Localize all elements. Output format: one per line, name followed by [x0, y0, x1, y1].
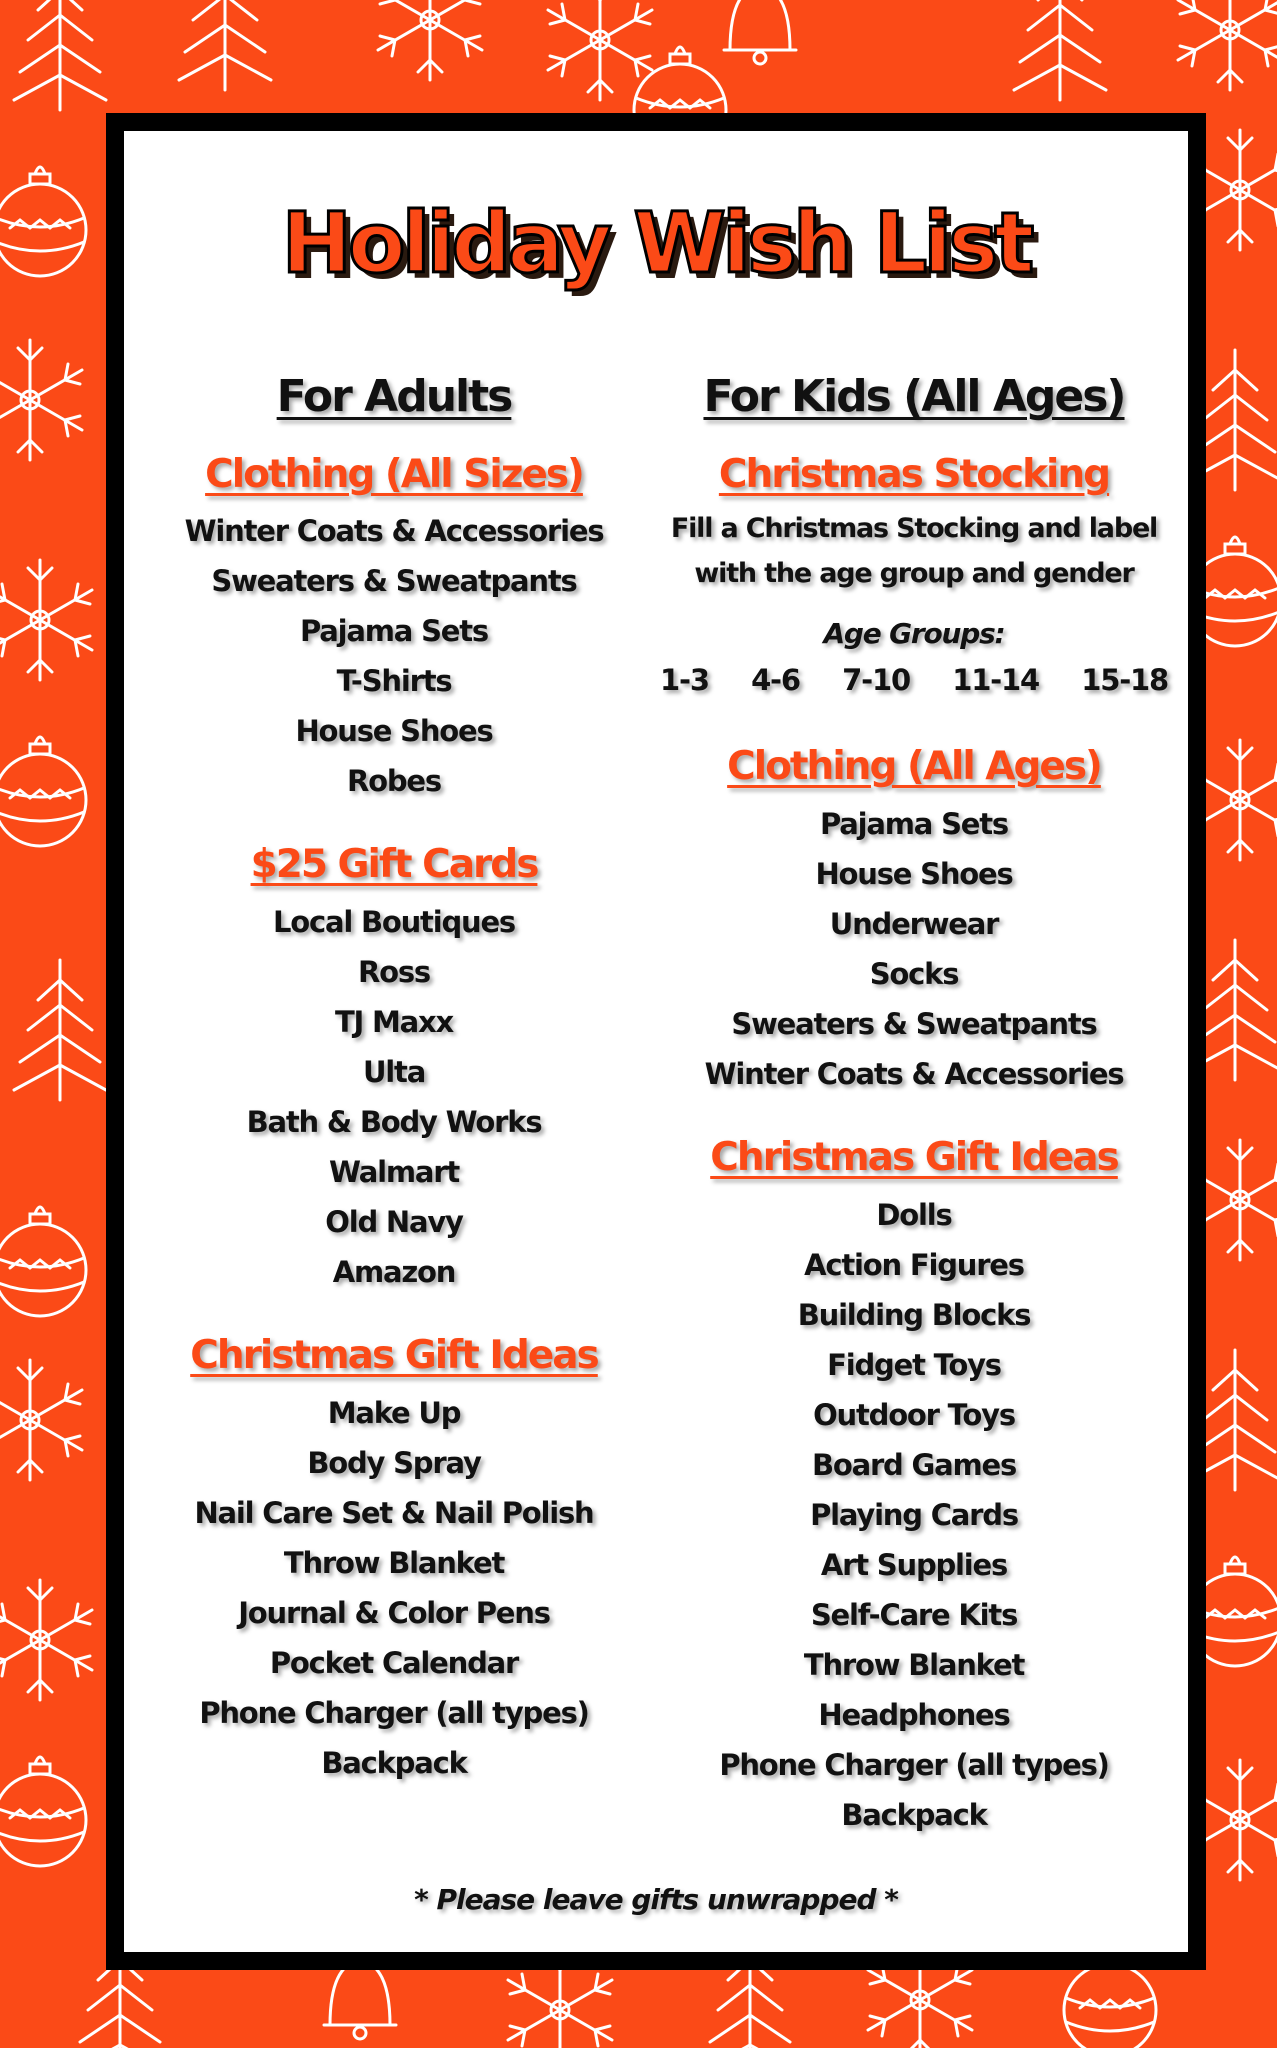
kids-clothing-heading: Clothing (All Ages)	[727, 744, 1101, 790]
list-item: Local Boutiques	[272, 905, 515, 940]
list-item: Phone Charger (all types)	[199, 1695, 589, 1730]
age-group: 4-6	[751, 663, 800, 698]
list-item: Journal & Color Pens	[238, 1595, 550, 1630]
age-group: 11-14	[952, 663, 1039, 698]
page-title: Holiday Wish List	[281, 194, 1031, 292]
snowflake-icon	[378, 0, 482, 80]
list-item: Throw Blanket	[283, 1545, 505, 1580]
snowflake-icon	[0, 1360, 82, 1480]
list-item: TJ Maxx	[334, 1005, 454, 1040]
kids-gift-ideas-heading: Christmas Gift Ideas	[710, 1135, 1118, 1181]
footer-note: * Please leave gifts unwrapped *	[414, 1883, 898, 1916]
list-item: Ulta	[362, 1055, 426, 1090]
adults-gift-ideas-list	[144, 1388, 644, 1788]
ornament-icon	[0, 737, 86, 846]
christmas-tree-icon	[179, 0, 271, 90]
ornament-icon	[0, 1757, 86, 1866]
list-item: Board Games	[811, 1447, 1017, 1482]
snowflake-icon	[0, 560, 92, 680]
adults-gift-cards-heading: $25 Gift Cards	[250, 842, 538, 888]
kids-column	[654, 371, 1174, 1874]
adults-clothing-list	[144, 506, 644, 806]
list-item: Make Up	[327, 1395, 461, 1430]
list-item: Dolls	[876, 1197, 952, 1232]
wish-list-card	[106, 113, 1206, 1970]
list-item: House Shoes	[295, 714, 493, 749]
stocking-instructions	[654, 506, 1174, 596]
list-item: Headphones	[818, 1697, 1010, 1732]
snowflake-icon	[548, 0, 652, 100]
kids-gift-ideas-list	[654, 1190, 1174, 1840]
snowflake-icon	[0, 1580, 92, 1700]
christmas-tree-icon	[1014, 0, 1106, 100]
list-item: Action Figures	[804, 1247, 1024, 1282]
list-item: Nail Care Set & Nail Polish	[194, 1495, 594, 1530]
list-item: Socks	[869, 957, 959, 992]
age-group: 7-10	[842, 663, 910, 698]
list-item: Phone Charger (all types)	[719, 1747, 1109, 1782]
list-item: Old Navy	[325, 1205, 463, 1240]
list-item: Winter Coats & Accessories	[184, 514, 604, 549]
kids-stocking-heading: Christmas Stocking	[718, 451, 1110, 497]
adults-clothing-heading: Clothing (All Sizes)	[205, 451, 583, 497]
list-item: Art Supplies	[820, 1547, 1008, 1582]
kids-heading: For Kids (All Ages)	[703, 371, 1125, 422]
age-groups-row	[654, 658, 1174, 702]
list-item: T-Shirts	[336, 664, 452, 699]
adults-column	[144, 371, 644, 1822]
list-item: Backpack	[841, 1797, 987, 1832]
age-groups-label: Age Groups:	[823, 617, 1005, 651]
snowflake-icon	[0, 340, 82, 460]
list-item: Throw Blanket	[803, 1647, 1025, 1682]
list-item: Sweaters & Sweatpants	[211, 564, 577, 599]
list-item: Winter Coats & Accessories	[704, 1057, 1124, 1092]
adults-gift-ideas-heading: Christmas Gift Ideas	[190, 1333, 598, 1379]
list-item: Amazon	[332, 1255, 456, 1290]
list-item: Playing Cards	[810, 1497, 1018, 1532]
snowflake-icon	[1178, 0, 1277, 90]
adults-heading: For Adults	[276, 371, 512, 422]
bell-icon	[724, 0, 796, 64]
ornament-icon	[0, 167, 86, 276]
list-item: House Shoes	[815, 857, 1013, 892]
stocking-line-1: Fill a Christmas Stocking and label	[670, 513, 1158, 545]
list-item: Robes	[347, 764, 441, 799]
list-item: Backpack	[321, 1745, 467, 1780]
age-group: 15-18	[1081, 663, 1168, 698]
list-item: Pajama Sets	[300, 614, 488, 649]
christmas-tree-icon	[14, 960, 106, 1100]
list-item: Pajama Sets	[820, 807, 1008, 842]
list-item: Walmart	[328, 1155, 459, 1190]
list-item: Ross	[358, 955, 430, 990]
list-item: Pocket Calendar	[269, 1645, 519, 1680]
list-item: Building Blocks	[797, 1297, 1031, 1332]
list-item: Sweaters & Sweatpants	[731, 1007, 1097, 1042]
age-group: 1-3	[660, 663, 709, 698]
list-item: Bath & Body Works	[246, 1105, 542, 1140]
christmas-tree-icon	[14, 0, 106, 110]
list-item: Fidget Toys	[827, 1347, 1001, 1382]
list-item: Body Spray	[307, 1445, 481, 1480]
stocking-line-2: with the age group and gender	[694, 558, 1134, 590]
list-item: Outdoor Toys	[813, 1397, 1015, 1432]
ornament-icon	[0, 1207, 86, 1316]
adults-gift-cards-list	[144, 897, 644, 1297]
list-item: Self-Care Kits	[810, 1597, 1018, 1632]
kids-clothing-list	[654, 799, 1174, 1099]
list-item: Underwear	[829, 907, 999, 942]
